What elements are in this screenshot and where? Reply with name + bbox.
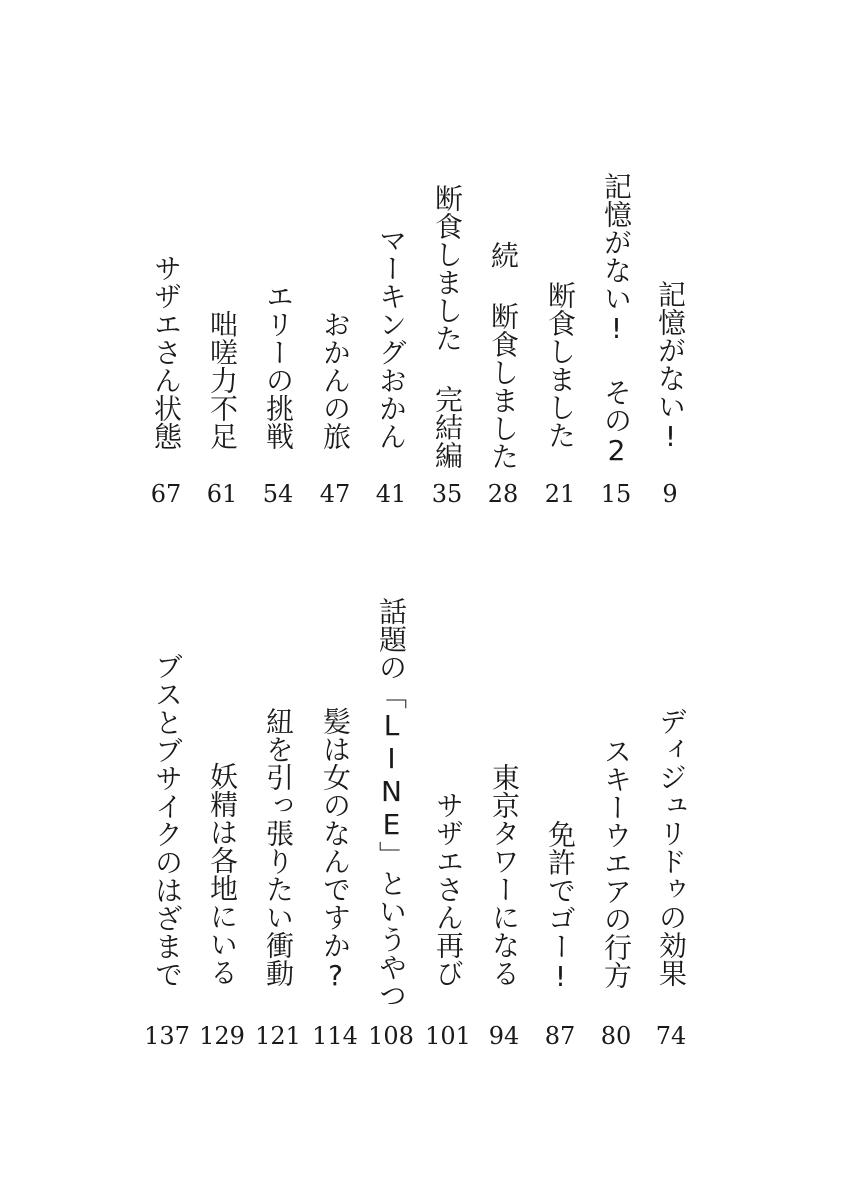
toc-entry-title: 東京タワーになる [488,763,521,987]
toc-entry-title: 妖精は各地にいる [206,762,239,986]
toc-entry-page: 80 [600,1022,632,1050]
toc-entry-title: ブスとブサイクのはざまで [151,652,184,988]
toc-entry[interactable] [248,0,308,1100]
toc-entry-title: ディジュリドゥの効果 [655,707,688,987]
toc-entry[interactable] [586,0,646,1100]
toc-entry-page: 137 [144,1022,190,1050]
toc-entry-page: 28 [487,480,519,508]
toc-entry-page: 61 [206,480,238,508]
toc-entry-title: サザエさん再び [432,791,465,987]
toc-entry[interactable] [641,0,701,1100]
toc-entry[interactable] [418,0,478,1100]
toc-entry-title: サザエさん状態 [150,254,183,450]
toc-entry-title: 断食しました [544,281,577,449]
toc-entry[interactable] [305,0,365,1100]
toc-entry-title: エリーの挑戦 [262,282,295,450]
toc-entry-page: 114 [312,1022,358,1050]
toc-entry-page: 67 [150,480,182,508]
toc-entry-title: マーキングおかん [375,226,408,450]
toc-entry-page: 15 [600,480,632,508]
toc-entry[interactable] [361,0,421,1100]
toc-entry-page: 74 [655,1022,687,1050]
toc-entry-page: 47 [319,480,351,508]
toc-entry-page: 101 [425,1022,471,1050]
toc-entry-page: 9 [662,480,678,508]
toc-entry-title: おかんの旅 [319,310,352,450]
toc-entry-title: 話題の「LINE」というやつ [375,597,408,1009]
toc-entry-title: 記憶がない! その2 [600,172,633,467]
toc-entry-title: 断食しました 完結編 [431,184,464,469]
toc-entry[interactable] [474,0,534,1100]
toc-entry[interactable] [192,0,252,1100]
toc-entry-page: 54 [262,480,294,508]
toc-entry[interactable] [530,0,590,1100]
toc-entry-page: 108 [368,1022,414,1050]
toc-entry-page: 41 [375,480,407,508]
toc-entry-page: 87 [544,1022,576,1050]
toc-entry-title: スキーウエアの行方 [600,737,633,989]
toc-entry[interactable] [137,0,197,1100]
toc-entry-title: 髪は女のなんですか? [319,707,352,992]
toc-entry-page: 94 [488,1022,520,1050]
toc-entry-page: 21 [544,480,576,508]
toc-entry-title: 紐を引っ張りたい衝動 [262,707,295,987]
toc-entry-page: 129 [199,1022,245,1050]
toc-entry-title: 免許でゴー! [544,820,577,993]
toc-entry-title: 咄嗟力不足 [206,310,239,450]
toc-entry-title: 記憶がない! [654,280,687,453]
toc-entry-title: 続 断食しました [487,241,520,470]
toc-entry-page: 35 [431,480,463,508]
toc-entry-page: 121 [255,1022,301,1050]
